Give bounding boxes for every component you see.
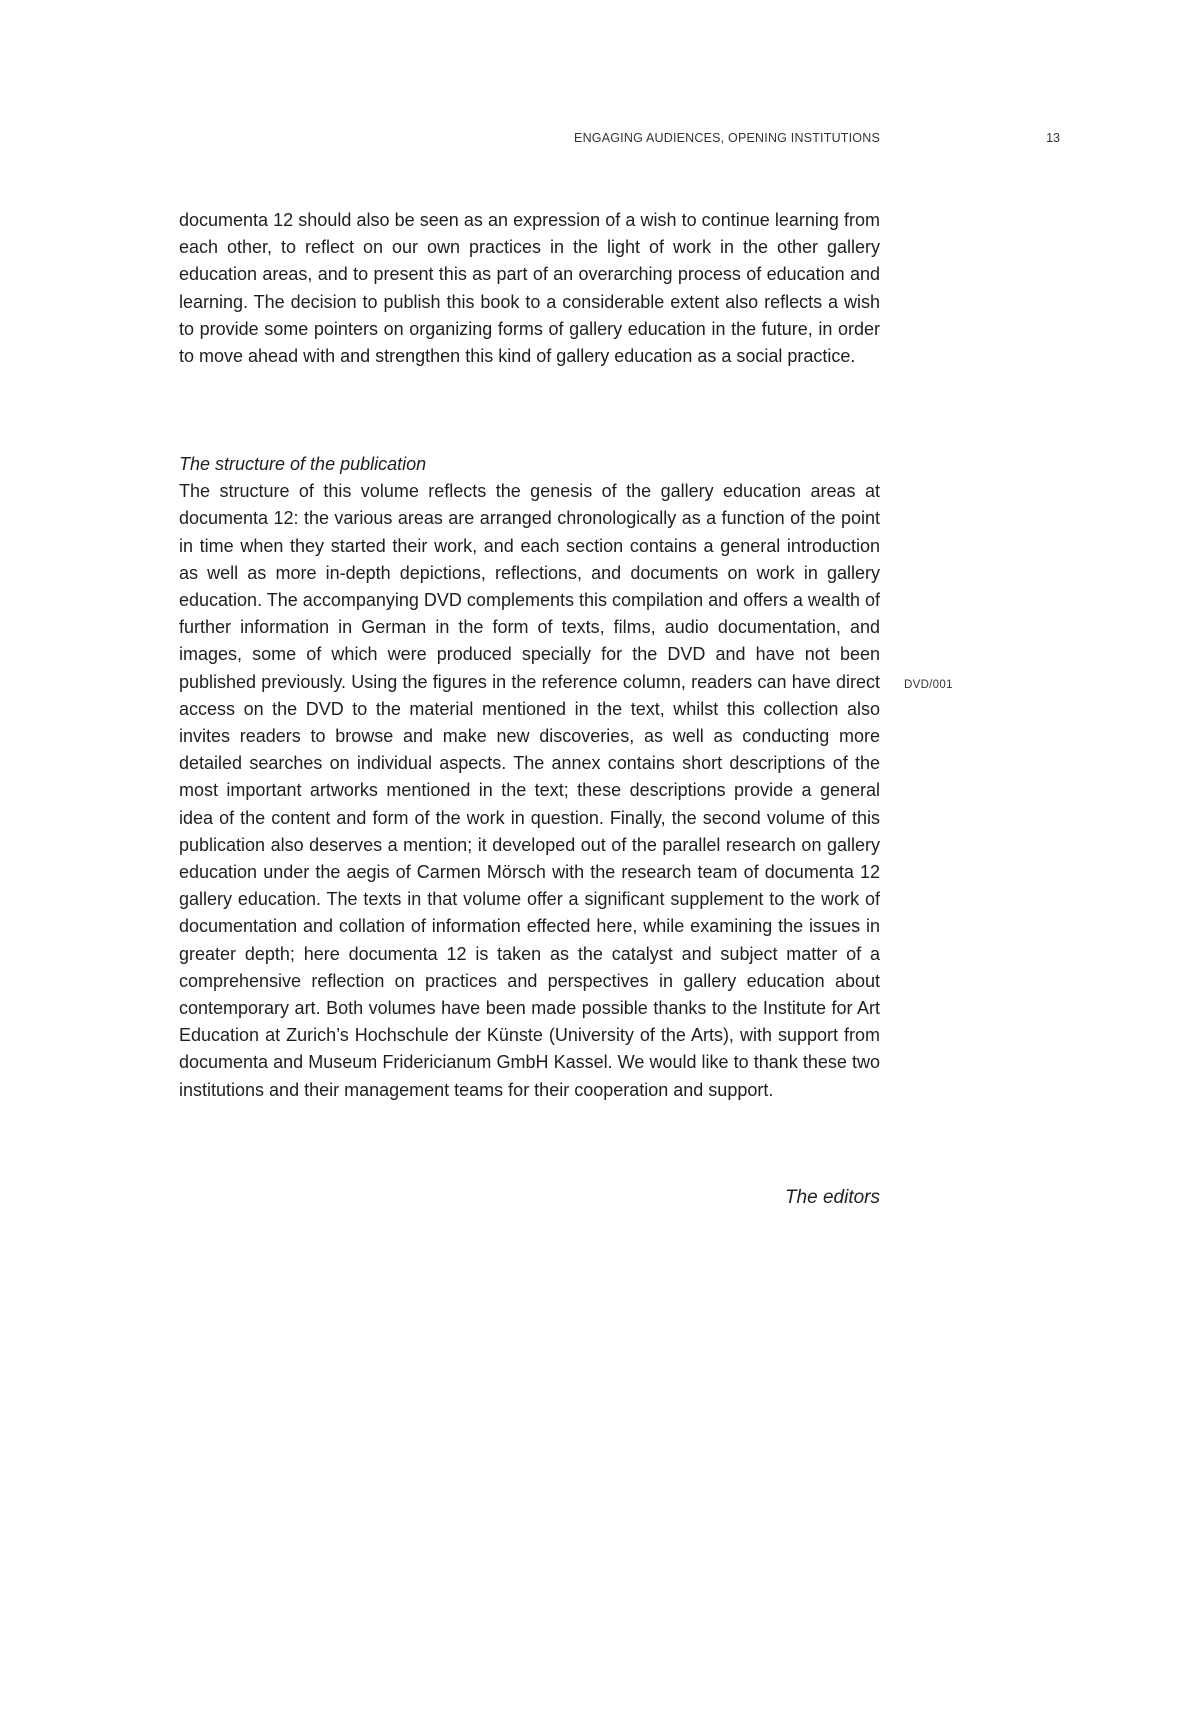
structure-paragraph: The structure of this volume reflects the genesis of the gallery education areas at documenta 12: the various areas are arranged chronologically as a function of the point in time when they started their work, and each section contains a general introduction as well as more in-depth depictions, reflections, and documents on work in gallery education. The accompanying DVD complements this compilation and offers a wealth of further information in German in the form of texts, films, audio documentation, and images, some of which were produced specially for the DVD and have not been published previously. Using the figures in the reference column, readers can have direct access on the DVD to the material mentioned in the text, whilst this collection also invites readers to browse and make new discoveries, as well as conducting more detailed searches on individual aspects. The annex contains short descriptions of the most important artworks mentioned in the text; these descriptions provide a general idea of the content and form of the work in question. Finally, the second volume of this publication also deserves a mention; it developed out of the parallel research on gallery education under the aegis of Carmen Mörsch with the research team of documenta 12 gallery education. The texts in that volume offer a significant supplement to the work of documentation and collation of information effected here, while examining the issues in greater depth; here documenta 12 is taken as the catalyst and subject matter of a comprehensive reflection on practices and perspectives in gallery education about contemporary art. Both volumes have been made possible thanks to the Institute for Art Education at Zurich’s Hochschule der Künste (University of the Arts), with support from documenta and Museum Fridericianum GmbH Kassel. We would like to thank these two institutions and their management teams for their cooperation and support. [179, 481, 880, 1100]
intro-paragraph: documenta 12 should also be seen as an expression of a wish to continue learning from each other, to reflect on our own practices in the light of work in the other gallery education areas, and to present this as part of an overarching process of education and learning. The decision to publish this book to a considerable extent also reflects a wish to provide some pointers on organizing forms of gallery education in the future, in order to move ahead with and strengthen this kind of gallery education as a social practice. [179, 210, 880, 367]
running-header: ENGAGING AUDIENCES, OPENING INSTITUTIONS [574, 131, 880, 145]
margin-reference-dvd: DVD/001 [904, 679, 953, 691]
section-heading: The structure of the publication [179, 454, 427, 474]
page-number: 13 [1046, 131, 1060, 145]
intro-text-block [179, 207, 880, 370]
editors-signature: The editors [784, 1187, 880, 1208]
structure-section [179, 451, 880, 1104]
